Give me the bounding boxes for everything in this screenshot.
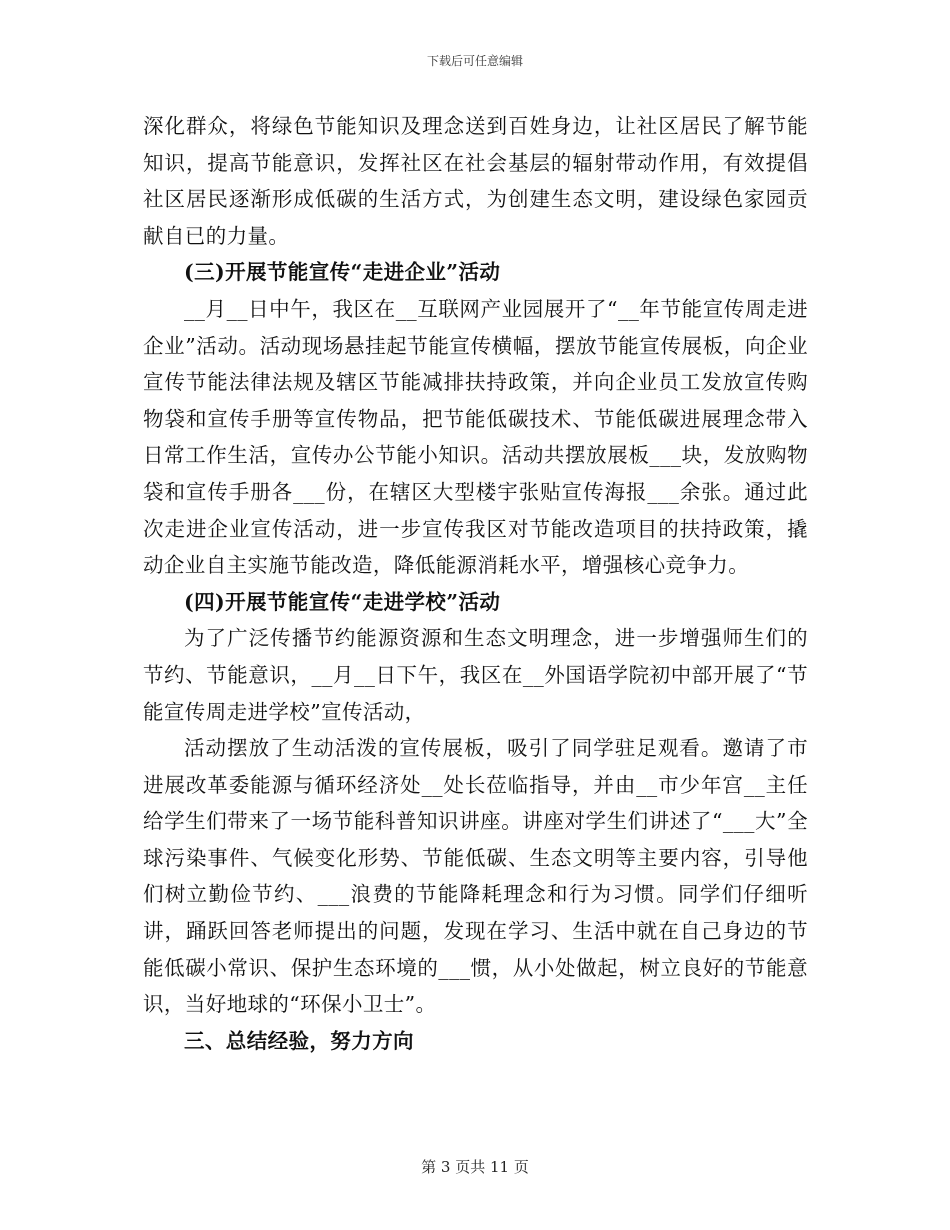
- heading-section-summary: 三、总结经验，努力方向: [184, 1028, 414, 1053]
- document-body: [143, 108, 808, 1059]
- heading-school-activity: (四)开展节能宣传“走进学校”活动: [184, 589, 501, 614]
- page-footer: 第 3 页共 11 页: [421, 1158, 529, 1176]
- paragraph-school-intro: 为了广泛传播节约能源资源和生态文明理念，进一步增强师生们的节约、节能意识，__月__日下午，我区在__外国语学院初中部开展了“节能宣传周走进学校”宣传活动，: [143, 626, 808, 724]
- page-header: 下载后可任意编辑: [426, 54, 523, 68]
- paragraph-community: 深化群众，将绿色节能知识及理念送到百姓身边，让社区居民了解节能知识，提高节能意识，发挥社区在社会基层的辐射带动作用，有效提倡社区居民逐渐形成低碳的生活方式，为创建生态文明，建设绿色家园贡献自已的力量。: [143, 114, 808, 248]
- heading-enterprise-activity: (三)开展节能宣传“走进企业”活动: [184, 260, 501, 285]
- paragraph-school-detail: 活动摆放了生动活泼的宣传展板，吸引了同学驻足观看。邀请了市进展改革委能源与循环经济处__处长莅临指导，并由__市少年宫__主任给学生们带来了一场节能科普知识讲座。讲座对学生们讲述了“___大”全球污染事件、气候变化形势、节能低碳、生态文明等主要内容，引导他们树立勤俭节约、___浪费的节能降耗理念和行为习惯。同学们仔细听讲，踊跃回答老师提出的问题，发现在学习、生活中就在自己身边的节能低碳小常识、保护生态环境的___惯，从小处做起，树立良好的节能意识，当好地球的“环保小卫士”。: [143, 736, 808, 1017]
- paragraph-enterprise: __月__日中午，我区在__互联网产业园展开了“__年节能宣传周走进企业”活动。活动现场悬挂起节能宣传横幅，摆放节能宣传展板，向企业宣传节能法律法规及辖区节能减排扶持政策，并向企业员工发放宣传购物袋和宣传手册等宣传物品，把节能低碳技术、节能低碳进展理念带入日常工作生活，宣传办公节能小知识。活动共摆放展板___块，发放购物袋和宣传手册各___份，在辖区大型楼宇张贴宣传海报___余张。通过此次走进企业宣传活动，进一步宣传我区对节能改造项目的扶持政策，撬动企业自主实施节能改造，降低能源消耗水平，增强核心竞争力。: [143, 296, 808, 578]
